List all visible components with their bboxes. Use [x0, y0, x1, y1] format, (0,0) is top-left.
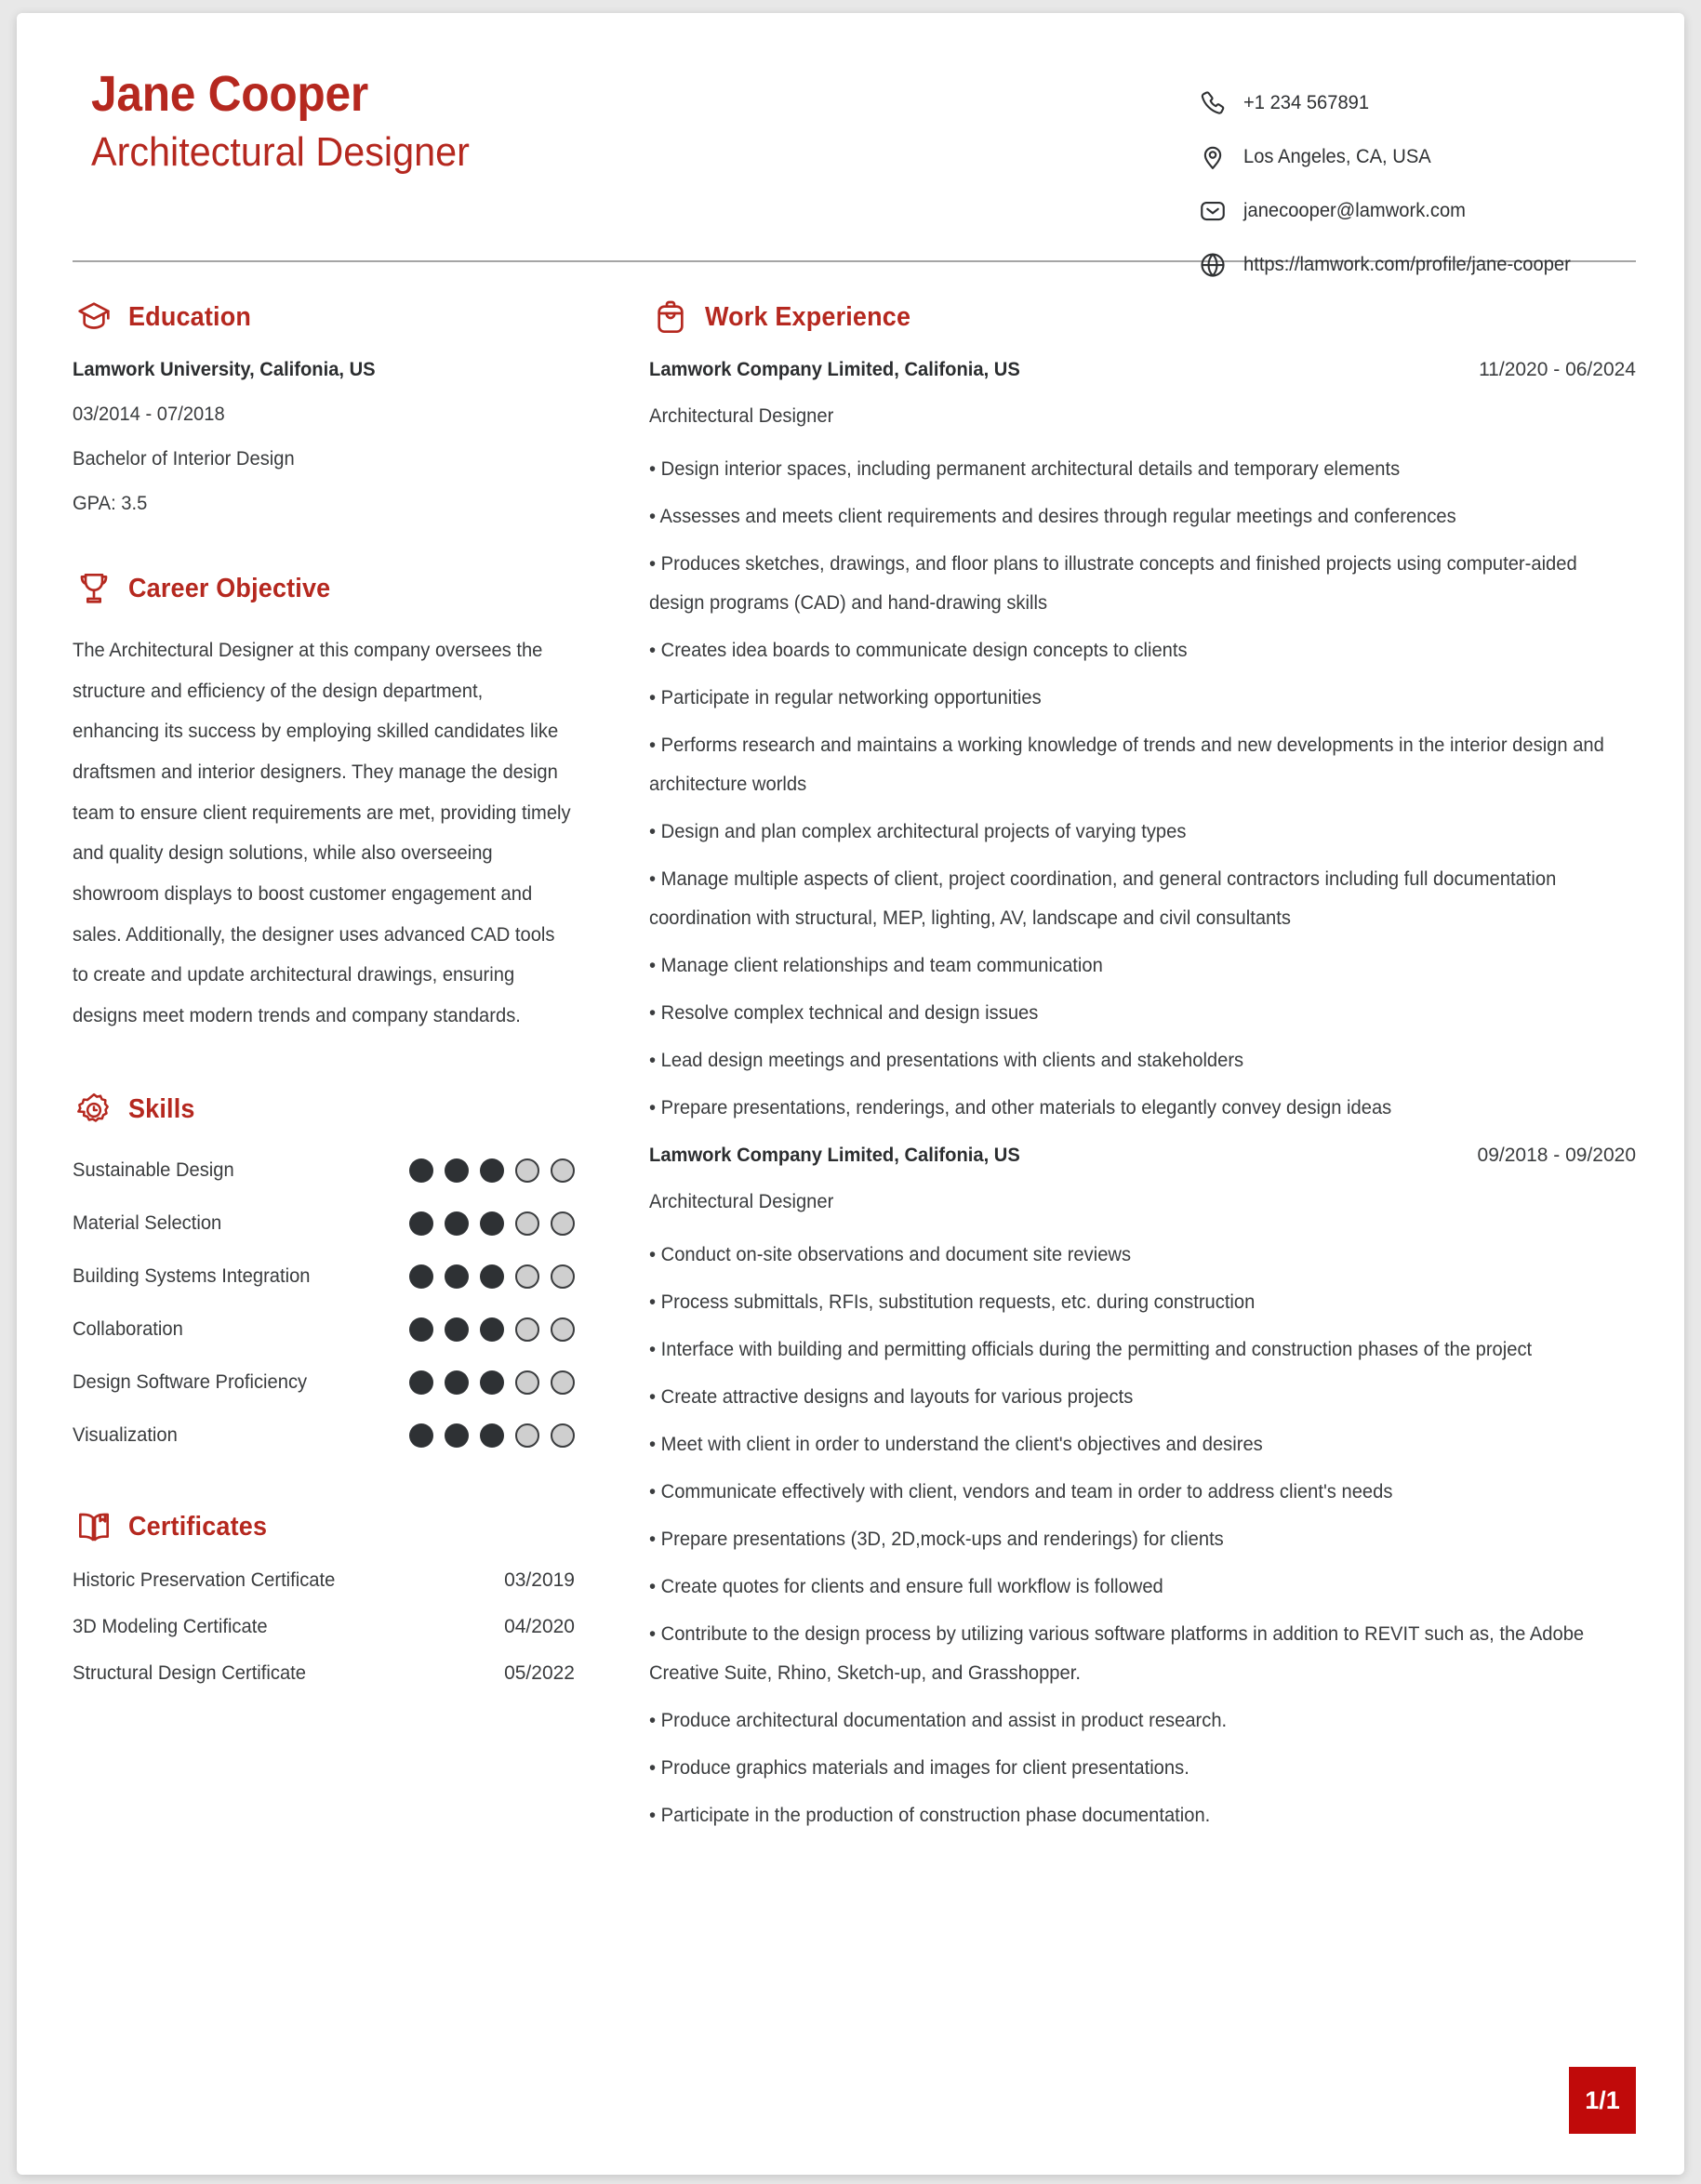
certificates-list [73, 1569, 575, 1685]
resume-header [73, 66, 1636, 275]
certificate-name: Structural Design Certificate [73, 1661, 306, 1684]
skill-dot-empty [551, 1370, 575, 1395]
skills-title: Skills [128, 1094, 195, 1125]
job-bullet: • Conduct on-site observations and document site reviews [649, 1244, 1132, 1265]
skill-dot-empty [515, 1211, 539, 1236]
job-bullet: • Communicate effectively with client, vendors and team in order to address client's needs [649, 1481, 1393, 1502]
left-column [73, 296, 575, 1852]
certificate-row [73, 1662, 575, 1685]
skill-dot-empty [551, 1211, 575, 1236]
skill-level-dots [409, 1317, 575, 1342]
skill-dot-empty [515, 1317, 539, 1342]
skill-level-dots [409, 1264, 575, 1289]
skill-row [73, 1364, 575, 1401]
jobs-list [649, 359, 1636, 1835]
job-bullet: • Manage client relationships and team communication [649, 955, 1103, 976]
skill-dot-filled [480, 1264, 504, 1289]
briefcase-icon [649, 296, 692, 338]
job-organization: Lamwork Company Limited, Califonia, US [649, 359, 1020, 380]
certificate-name: 3D Modeling Certificate [73, 1615, 268, 1637]
job-bullet: • Assesses and meets client requirements and desires through regular meetings and conferences [649, 506, 1456, 527]
skill-row [73, 1417, 575, 1454]
skill-dot-filled [409, 1423, 433, 1448]
job-bullet: • Participate in the production of construction phase documentation. [649, 1805, 1211, 1826]
resume-sheet [17, 13, 1684, 2175]
job-bullet: • Prepare presentations (3D, 2D,mock-ups and renderings) for clients [649, 1529, 1224, 1550]
job-bullet: • Design and plan complex architectural projects of varying types [649, 821, 1187, 842]
job-header [649, 359, 1636, 381]
job-header [649, 1145, 1636, 1167]
skill-row [73, 1205, 575, 1242]
education-title: Education [128, 301, 252, 332]
job-role: Architectural Designer [649, 1191, 834, 1212]
job-bullet: • Resolve complex technical and design issues [649, 1002, 1039, 1024]
location-pin-icon [1197, 141, 1229, 173]
career-objective-title: Career Objective [128, 573, 331, 603]
job-dates: 11/2020 - 06/2024 [1479, 359, 1636, 380]
job-entry [649, 1145, 1636, 1835]
contact-email[interactable] [1197, 184, 1634, 238]
career-objective-section [73, 567, 575, 1037]
work-experience-title: Work Experience [705, 301, 911, 332]
education-degree: Bachelor of Interior Design [73, 448, 295, 470]
skill-dot-empty [515, 1264, 539, 1289]
skill-dot-filled [445, 1370, 469, 1395]
job-bullet: • Interface with building and permitting officials during the permitting and construction phases of the project [649, 1339, 1533, 1360]
skills-section [73, 1089, 575, 1454]
certificate-row [73, 1616, 575, 1638]
skill-row [73, 1311, 575, 1348]
globe-icon [1197, 249, 1229, 281]
contact-location[interactable] [1197, 130, 1634, 184]
job-bullet: • Performs research and maintains a working knowledge of trends and new developments in the interior design and architecture worlds [649, 735, 1604, 795]
job-bullet: • Design interior spaces, including permanent architectural details and temporary elements [649, 458, 1401, 480]
right-column [649, 296, 1636, 1852]
skill-level-dots [409, 1423, 575, 1448]
skill-dot-filled [480, 1158, 504, 1183]
candidate-name: Jane Cooper [91, 66, 368, 122]
skill-name: Building Systems Integration [73, 1264, 311, 1287]
certificate-name: Historic Preservation Certificate [73, 1569, 336, 1591]
education-dates: 03/2014 - 07/2018 [73, 404, 225, 425]
skills-list [73, 1152, 575, 1454]
contact-location-value: Los Angeles, CA, USA [1243, 146, 1431, 167]
job-bullet: • Create attractive designs and layouts for various projects [649, 1386, 1134, 1408]
page-number-badge: 1/1 [1569, 2067, 1636, 2134]
skill-level-dots [409, 1158, 575, 1183]
skill-level-dots [409, 1211, 575, 1236]
envelope-icon [1197, 195, 1229, 227]
skill-dot-empty [551, 1317, 575, 1342]
candidate-role: Architectural Designer [91, 129, 470, 175]
skill-dot-filled [445, 1264, 469, 1289]
job-bullet: • Manage multiple aspects of client, project coordination, and general contractors including full documentation coordination with structural, MEP, lighting, AV, landscape and civil consultants [649, 868, 1557, 929]
skill-dot-filled [445, 1211, 469, 1236]
skill-dot-filled [480, 1211, 504, 1236]
contact-website[interactable] [1197, 238, 1634, 292]
phone-icon [1197, 87, 1229, 119]
skill-dot-filled [409, 1158, 433, 1183]
skill-dot-empty [551, 1158, 575, 1183]
open-book-icon [73, 1506, 115, 1549]
skill-dot-filled [409, 1211, 433, 1236]
skill-dot-filled [445, 1423, 469, 1448]
job-bullet: • Produces sketches, drawings, and floor plans to illustrate concepts and finished projects using computer-aided design programs (CAD) and hand-drawing skills [649, 553, 1577, 614]
job-bullet: • Lead design meetings and presentations with clients and stakeholders [649, 1050, 1244, 1071]
job-bullet: • Participate in regular networking opportunities [649, 687, 1042, 708]
certificate-date: 05/2022 [504, 1661, 575, 1684]
skill-dot-filled [409, 1317, 433, 1342]
skill-dot-empty [551, 1264, 575, 1289]
contact-phone-value: +1 234 567891 [1243, 92, 1370, 113]
contact-email-value: janecooper@lamwork.com [1243, 200, 1466, 221]
job-bullet: • Prepare presentations, renderings, and other materials to elegantly convey design ideas [649, 1097, 1392, 1118]
skill-row [73, 1152, 575, 1189]
gear-clock-icon [73, 1089, 115, 1132]
job-bullet: • Creates idea boards to communicate design concepts to clients [649, 640, 1188, 661]
job-bullet: • Create quotes for clients and ensure full workflow is followed [649, 1576, 1163, 1597]
certificate-date: 04/2020 [504, 1615, 575, 1637]
skill-dot-empty [515, 1423, 539, 1448]
contact-phone[interactable] [1197, 76, 1634, 130]
job-bullet: • Process submittals, RFIs, substitution requests, etc. during construction [649, 1291, 1256, 1313]
skill-name: Visualization [73, 1423, 178, 1446]
skill-name: Collaboration [73, 1317, 183, 1340]
skill-name: Sustainable Design [73, 1158, 234, 1181]
certificates-section [73, 1506, 575, 1685]
job-dates: 09/2018 - 09/2020 [1477, 1145, 1636, 1166]
skill-dot-filled [409, 1264, 433, 1289]
trophy-icon [73, 567, 115, 610]
skill-dot-filled [480, 1370, 504, 1395]
skill-level-dots [409, 1370, 575, 1395]
education-org: Lamwork University, Califonia, US [73, 359, 376, 380]
skill-dot-filled [480, 1317, 504, 1342]
contact-list [1197, 76, 1634, 292]
job-bullet: • Produce architectural documentation and assist in product research. [649, 1710, 1228, 1731]
contact-website-value: https://lamwork.com/profile/jane-cooper [1243, 254, 1571, 275]
job-entry [649, 359, 1636, 1128]
skill-dot-empty [515, 1370, 539, 1395]
job-bullet: • Meet with client in order to understand the client's objectives and desires [649, 1434, 1263, 1455]
certificates-title: Certificates [128, 1512, 268, 1542]
graduation-cap-icon [73, 296, 115, 338]
job-bullet: • Produce graphics materials and images for client presentations. [649, 1757, 1189, 1779]
job-bullet: • Contribute to the design process by utilizing various software platforms in addition to REVIT such as, the Adobe Creative Suite, Rhino, Sketch-up, and Grasshopper. [649, 1623, 1585, 1684]
skill-dot-filled [445, 1317, 469, 1342]
skill-dot-empty [551, 1423, 575, 1448]
career-objective-text: The Architectural Designer at this company oversees the structure and efficiency of the design department, enhancing its success by employing skilled candidates like draftsmen and interior designers. They manage the design team to ensure client requirements are met, providing timely and quality design solutions, while also overseeing showroom displays to boost customer engagement and sales. Additionally, the designer uses advanced CAD tools to create and update architectural drawings, ensuring designs meet modern trends and company standards. [73, 640, 571, 1027]
skill-name: Material Selection [73, 1211, 222, 1234]
certificate-row [73, 1569, 575, 1592]
job-organization: Lamwork Company Limited, Califonia, US [649, 1145, 1020, 1166]
skill-dot-filled [480, 1423, 504, 1448]
skill-name: Design Software Proficiency [73, 1370, 308, 1393]
skill-row [73, 1258, 575, 1295]
skill-dot-filled [445, 1158, 469, 1183]
education-section [73, 296, 575, 515]
education-gpa: GPA: 3.5 [73, 493, 148, 514]
job-role: Architectural Designer [649, 405, 834, 427]
certificate-date: 03/2019 [504, 1569, 575, 1591]
skill-dot-filled [409, 1370, 433, 1395]
skill-dot-empty [515, 1158, 539, 1183]
